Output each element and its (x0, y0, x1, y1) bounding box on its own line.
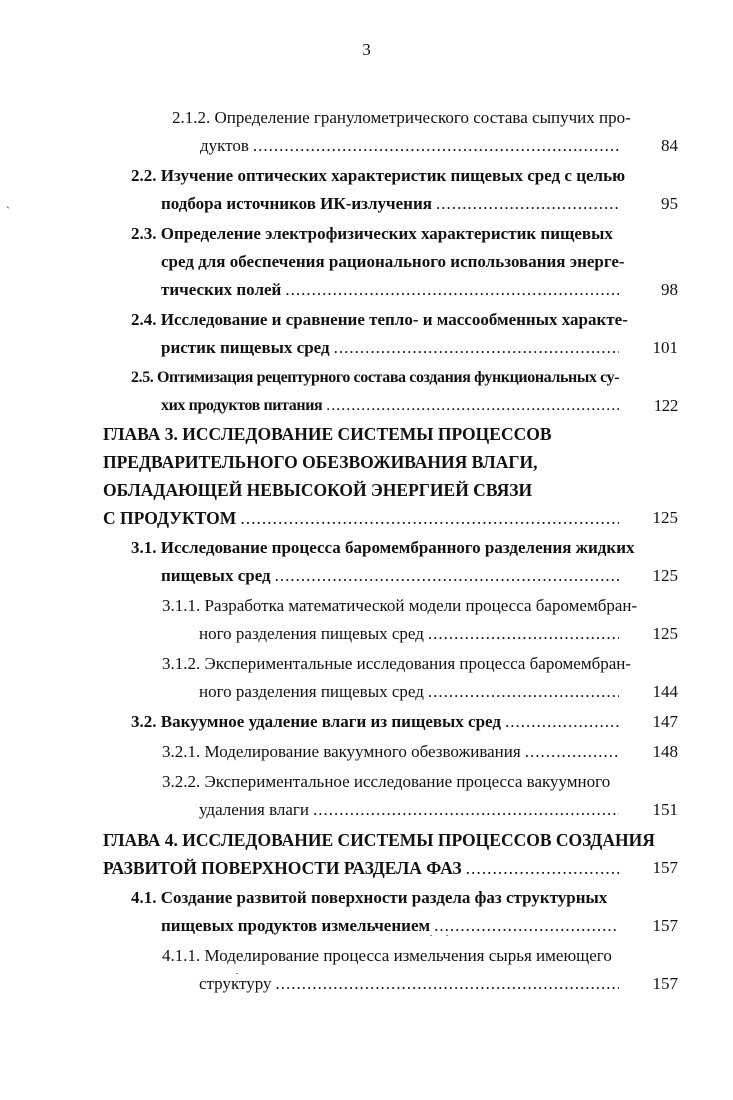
toc-line: 3.1.1. Разработка математической модели процесса баромембран- (162, 596, 638, 615)
leader-dots (428, 678, 619, 706)
leader-dots (275, 970, 619, 998)
toc-entry-2-3[interactable] (0, 220, 733, 304)
toc-page-number: 157 (652, 858, 678, 877)
toc-line-text: ного разделения пищевых сред (199, 682, 424, 701)
toc-line-text: 3.2. Вакуумное удаление влаги из пищевых сред (131, 712, 501, 731)
page-number: 3 (362, 40, 371, 59)
toc-line (0, 796, 733, 824)
leader-dots (253, 132, 619, 160)
toc-page-number: 144 (652, 682, 678, 701)
toc-page-number: 122 (653, 396, 678, 415)
toc-line: 2.4. Исследование и сравнение тепло- и массообменных характе- (131, 310, 628, 329)
leader-dots (525, 738, 619, 766)
toc-entry-3-1-2[interactable] (0, 650, 733, 706)
leader-dots (505, 708, 619, 736)
toc-line: ПРЕДВАРИТЕЛЬНОГО ОБЕЗВОЖИВАНИЯ ВЛАГИ, (103, 452, 538, 472)
toc-line: 4.1. Создание развитой поверхности раздела фаз структурных (131, 888, 608, 907)
toc-line-text: С ПРОДУКТОМ (103, 508, 237, 528)
toc-line-text: ного разделения пищевых сред (199, 624, 424, 643)
toc-line (0, 190, 733, 218)
toc-line: ГЛАВА 4. ИССЛЕДОВАНИЕ СИСТЕМЫ ПРОЦЕССОВ СОЗДАНИЯ (103, 830, 655, 850)
leader-dots (428, 620, 619, 648)
toc-line (0, 708, 733, 736)
leader-dots (434, 912, 619, 940)
toc-page-number: 125 (652, 624, 678, 643)
toc-line-text: ристик пищевых сред (161, 338, 330, 357)
toc-line-text: пищевых сред (161, 566, 271, 585)
toc-chapter-4[interactable] (0, 826, 733, 882)
toc-line-text: РАЗВИТОЙ ПОВЕРХНОСТИ РАЗДЕЛА ФАЗ (103, 858, 462, 878)
toc-line (0, 132, 733, 160)
toc-line: 2.1.2. Определение гранулометрического состава сыпучих про- (172, 108, 631, 127)
toc-page-number: 125 (652, 508, 678, 527)
toc-line (0, 620, 733, 648)
toc-page-number: 157 (652, 974, 678, 993)
toc-line: ГЛАВА 3. ИССЛЕДОВАНИЕ СИСТЕМЫ ПРОЦЕССОВ (103, 424, 552, 444)
leader-dots (326, 392, 619, 420)
toc-page-number: 125 (652, 566, 678, 585)
toc-line-text: структуру (199, 974, 272, 993)
toc-line: 4.1.1. Моделирование процесса измельчения сырья имеющего (162, 946, 612, 965)
toc-line (0, 854, 733, 882)
leader-dots (285, 276, 619, 304)
leader-dots (334, 334, 619, 362)
toc-entry-3-1[interactable] (0, 534, 733, 590)
toc-line-text: хих продуктов питания (161, 397, 323, 414)
toc-line (0, 392, 733, 420)
toc-line (0, 276, 733, 304)
toc-entry-2-1-2[interactable] (0, 104, 733, 160)
toc-page-number: 98 (661, 280, 678, 299)
toc-line (0, 678, 733, 706)
leader-dots (466, 854, 619, 882)
toc-chapter-3[interactable] (0, 420, 733, 532)
toc-line (0, 912, 733, 940)
toc-line-text: подбора источников ИК-излучения (161, 194, 432, 213)
toc-entry-4-1[interactable] (0, 884, 733, 940)
toc-line (0, 504, 733, 532)
leader-dots (436, 190, 619, 218)
scan-mark: ` (6, 204, 10, 218)
leader-dots (275, 562, 619, 590)
toc-entry-3-2-2[interactable] (0, 768, 733, 824)
toc-line: ОБЛАДАЮЩЕЙ НЕВЫСОКОЙ ЭНЕРГИЕЙ СВЯЗИ (103, 480, 533, 500)
toc-page-number: 157 (652, 916, 678, 935)
toc-line (0, 970, 733, 998)
toc-line: 3.1.2. Экспериментальные исследования процесса баромембран- (162, 654, 632, 673)
toc-line-text: 3.2.1. Моделирование вакуумного обезвоживания (162, 742, 521, 761)
toc-entry-3-1-1[interactable] (0, 592, 733, 648)
toc-entry-2-5[interactable] (0, 364, 733, 420)
toc-page-number: 101 (652, 338, 678, 357)
toc-line-text: удаления влаги (199, 800, 309, 819)
table-of-contents (0, 104, 733, 998)
toc-page-number: 151 (652, 800, 678, 819)
toc-line: сред для обеспечения рационального использования энерге- (161, 252, 625, 271)
toc-entry-2-4[interactable] (0, 306, 733, 362)
toc-line: 2.5. Оптимизация рецептурного состава создания функциональных су- (131, 369, 620, 386)
toc-entry-3-2-1[interactable] (0, 738, 733, 766)
toc-entry-2-2[interactable] (0, 162, 733, 218)
toc-entry-4-1-1[interactable] (0, 942, 733, 998)
leader-dots (240, 504, 619, 532)
toc-page-number: 148 (652, 742, 678, 761)
toc-page-number: 84 (661, 136, 678, 155)
toc-line (0, 334, 733, 362)
toc-line: 2.2. Изучение оптических характеристик пищевых сред с целью (131, 166, 626, 185)
toc-page-number: 95 (661, 194, 678, 213)
toc-line: 3.2.2. Экспериментальное исследование процесса вакуумного (162, 772, 611, 791)
toc-line-text: дуктов (200, 136, 249, 155)
leader-dots (313, 796, 619, 824)
toc-line-text: тических полей (161, 280, 282, 299)
scan-speck (446, 935, 448, 936)
toc-page-number: 147 (652, 712, 678, 731)
toc-line: 2.3. Определение электрофизических характеристик пищевых (131, 224, 613, 243)
toc-line (0, 562, 733, 590)
toc-line: 3.1. Исследование процесса баромембранного разделения жидких (131, 538, 635, 557)
toc-entry-3-2[interactable] (0, 708, 733, 736)
scan-speck (236, 973, 238, 974)
toc-line-text: пищевых продуктов измельчением (161, 916, 431, 935)
toc-line (0, 738, 733, 766)
scan-speck (430, 935, 432, 936)
